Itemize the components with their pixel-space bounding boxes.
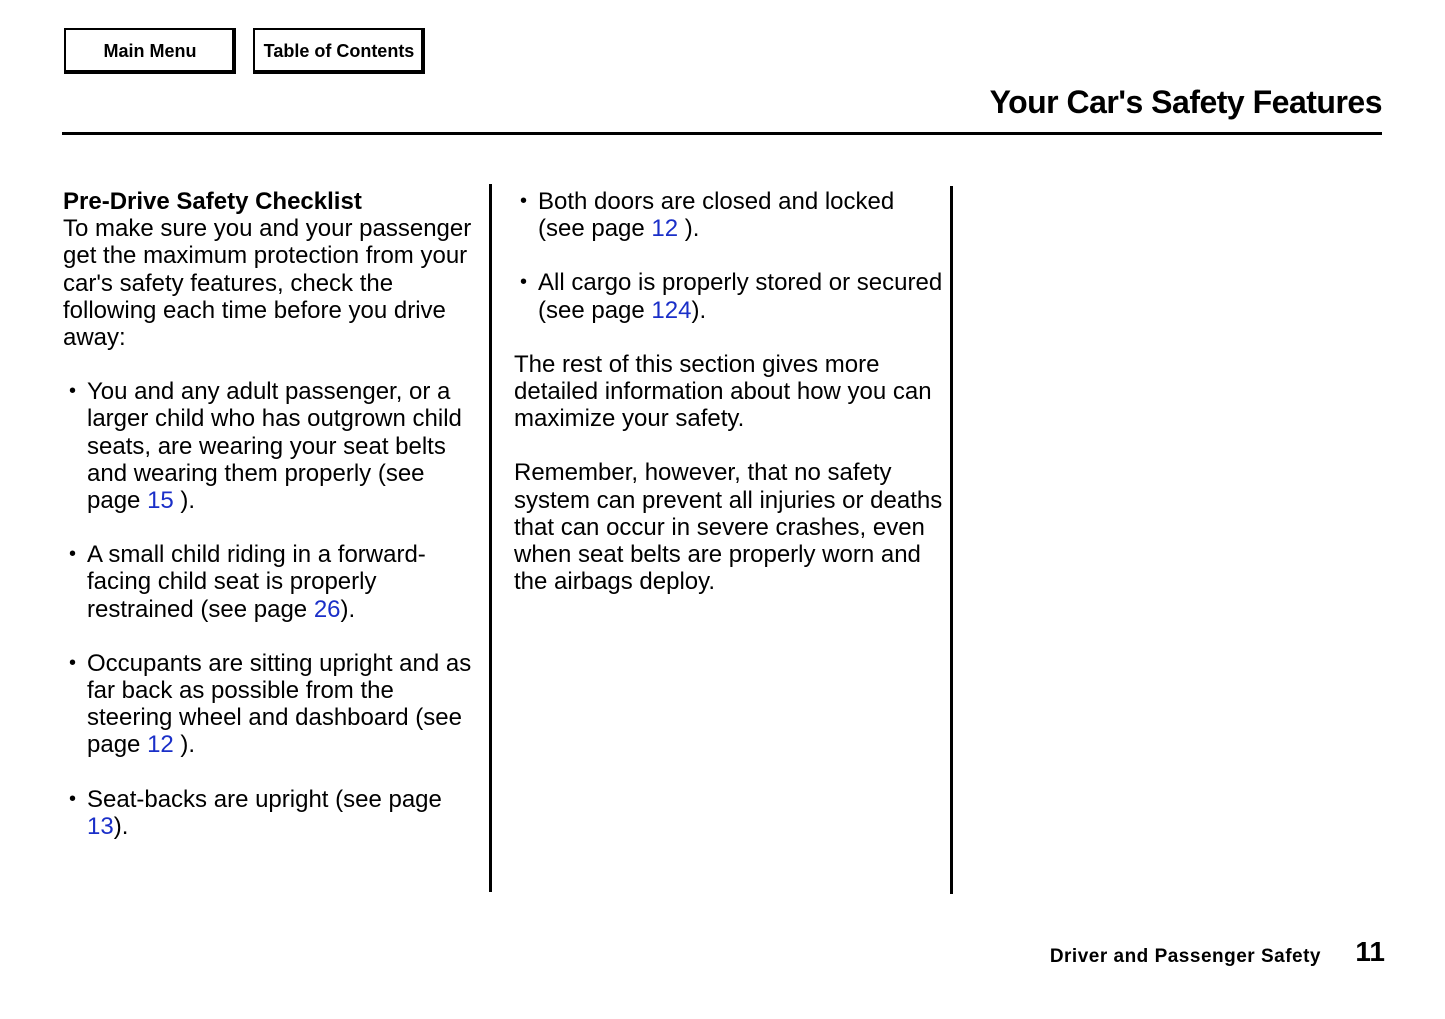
footer-section-title: Driver and Passenger Safety xyxy=(1049,946,1321,967)
page-title: Your Car's Safety Features xyxy=(989,84,1382,120)
list-item xyxy=(63,541,478,623)
page-link-15[interactable]: 15 xyxy=(147,487,174,515)
list-item-suffix: ). xyxy=(113,812,129,840)
checklist-intro: To make sure you and your passenger get the maximum protection from your car's safety features, check the following each time before you drive away: xyxy=(63,215,472,352)
safety-warning-paragraph: Remember, however, that no safety system can prevent all injuries or deaths that can occur in severe crashes, even when seat belts are properly worn and the airbags deploy. xyxy=(514,459,943,596)
list-item-suffix: ). xyxy=(691,296,707,324)
page-link-124[interactable]: 124 xyxy=(651,296,692,324)
table-of-contents-button[interactable]: Table of Contents xyxy=(253,28,425,74)
checklist xyxy=(63,378,478,840)
list-item-text: A small child riding in a forward-facing child seat is properly restrained (see page xyxy=(87,541,426,623)
page-number: 11 xyxy=(1355,936,1385,967)
list-item-text: All cargo is properly stored or secured (see page xyxy=(538,269,943,324)
main-menu-button[interactable]: Main Menu xyxy=(64,28,236,74)
list-item xyxy=(514,269,944,323)
list-item-text: Seat-backs are upright (see page xyxy=(87,785,442,813)
list-item xyxy=(514,188,944,242)
page-link-26[interactable]: 26 xyxy=(313,595,341,623)
middle-column xyxy=(514,188,944,595)
list-item xyxy=(63,786,478,840)
title-divider xyxy=(62,132,1382,135)
list-item xyxy=(63,650,478,759)
page-link-12[interactable]: 12 xyxy=(651,215,679,243)
list-item-suffix: ). xyxy=(340,595,356,623)
list-item-text: Both doors are closed and locked (see page xyxy=(538,188,895,243)
list-item-text: Occupants are sitting upright and as far back as possible from the steering wheel and dashboard (see page xyxy=(87,649,472,759)
page-link-12[interactable]: 12 xyxy=(147,731,174,759)
left-column xyxy=(63,188,478,867)
safety-info-paragraph: The rest of this section gives more detailed information about how you can maximize your safety. xyxy=(514,350,932,433)
column-divider-2 xyxy=(950,186,953,894)
list-item-text: You and any adult passenger, or a larger child who has outgrown child seats, are wearing your seat belts and wearing them properly (see page xyxy=(87,378,462,515)
checklist-continued xyxy=(514,188,944,324)
list-item-suffix: ). xyxy=(173,487,196,515)
list-item-suffix: ). xyxy=(173,731,196,759)
column-divider-1 xyxy=(489,184,492,892)
list-item xyxy=(63,378,478,514)
page-link-13[interactable]: 13 xyxy=(87,812,114,840)
list-item-suffix: ). xyxy=(678,215,700,243)
checklist-heading: Pre-Drive Safety Checklist xyxy=(63,188,362,215)
